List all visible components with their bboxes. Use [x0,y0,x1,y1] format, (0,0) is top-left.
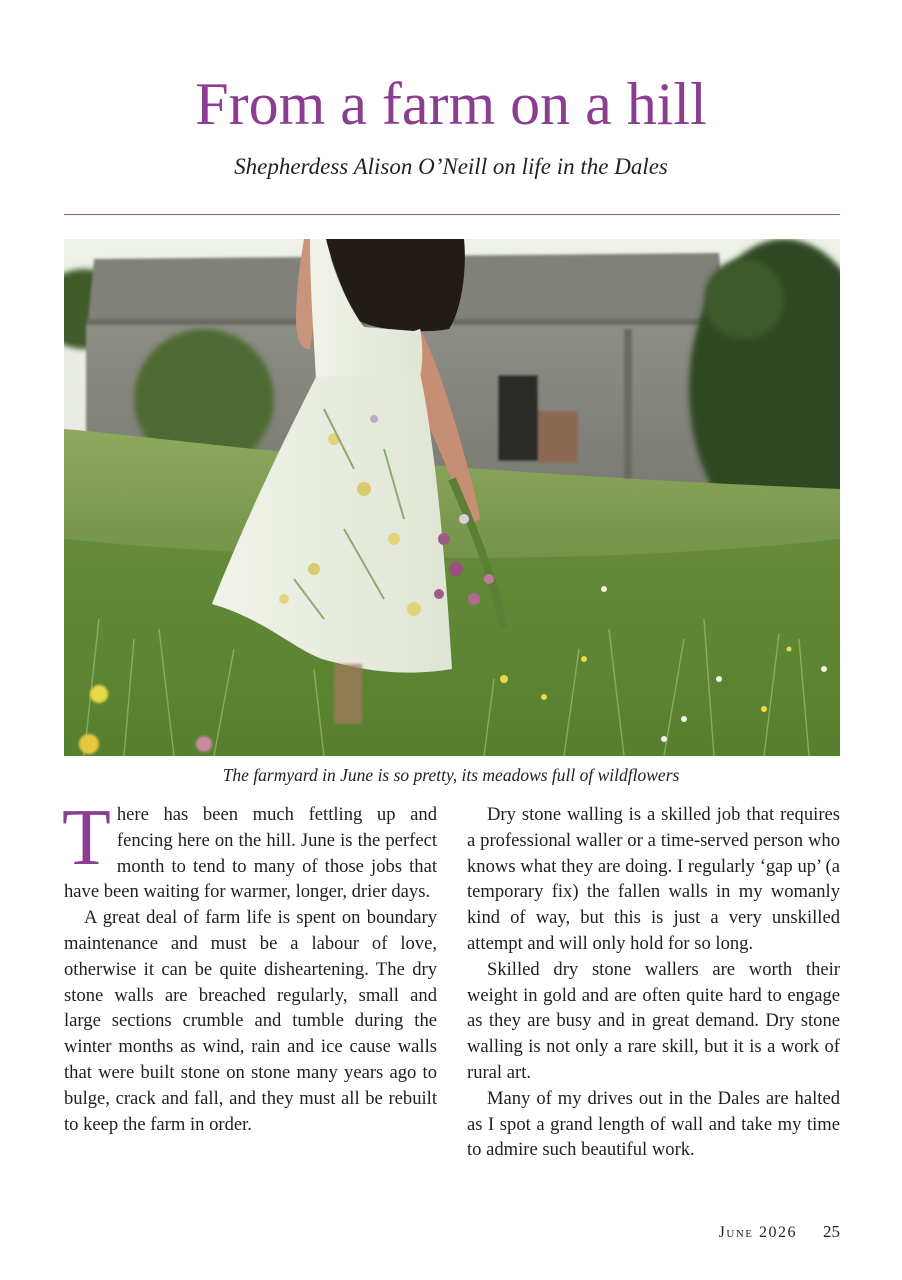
page-footer [719,1222,840,1243]
article-column-left [62,794,437,1137]
paragraph-5: Many of my drives out in the Dales are halted as I spot a grand length of wall and take my time to admire such beautiful work. [467,1087,840,1161]
article-subtitle: Shepherdess Alison O’Neill on life in the Dales [234,154,668,179]
paragraph-2: A great deal of farm life is spent on boundary maintenance and must be a labour of love, otherwise it can be quite disheartening. The dry stone walls are breached regularly, small and large sections crumble and tumble during the winter months as wind, rain and ice cause walls that were built stone on stone many years ago to bulge, crack and fall, and they must all be rebuilt to keep the farm in order. [64,907,437,1135]
drop-cap: T [62,794,111,882]
title-divider [64,214,840,215]
article-title: From a farm on a hill [195,71,707,137]
paragraph-1 [62,794,437,905]
photo-caption: The farmyard in June is so pretty, its meadows full of wildflowers [222,765,680,785]
page-number: 25 [823,1222,840,1241]
paragraph-1-text: here has been much fettling up and fencing here on the hill. June is the perfect month to tend to many of those jobs that have been waiting for warmer, longer, drier days. [64,804,437,903]
article-photo [64,239,840,756]
paragraph-3: Dry stone walling is a skilled job that requires a professional waller or a time-served person who knows what they are doing. I regularly ‘gap up’ (a temporary fix) the fallen walls in my womanly kind of way, but this is just a very unskilled attempt and will only hold for so long. [467,804,840,954]
issue-date: June 2026 [718,1224,797,1241]
paragraph-4: Skilled dry stone wallers are worth their weight in gold and are often quite hard to engage as they are busy and in great demand. Dry stone walling is not only a rare skill, but it is a work of rural art. [467,958,840,1083]
article-column-right [467,802,840,1163]
